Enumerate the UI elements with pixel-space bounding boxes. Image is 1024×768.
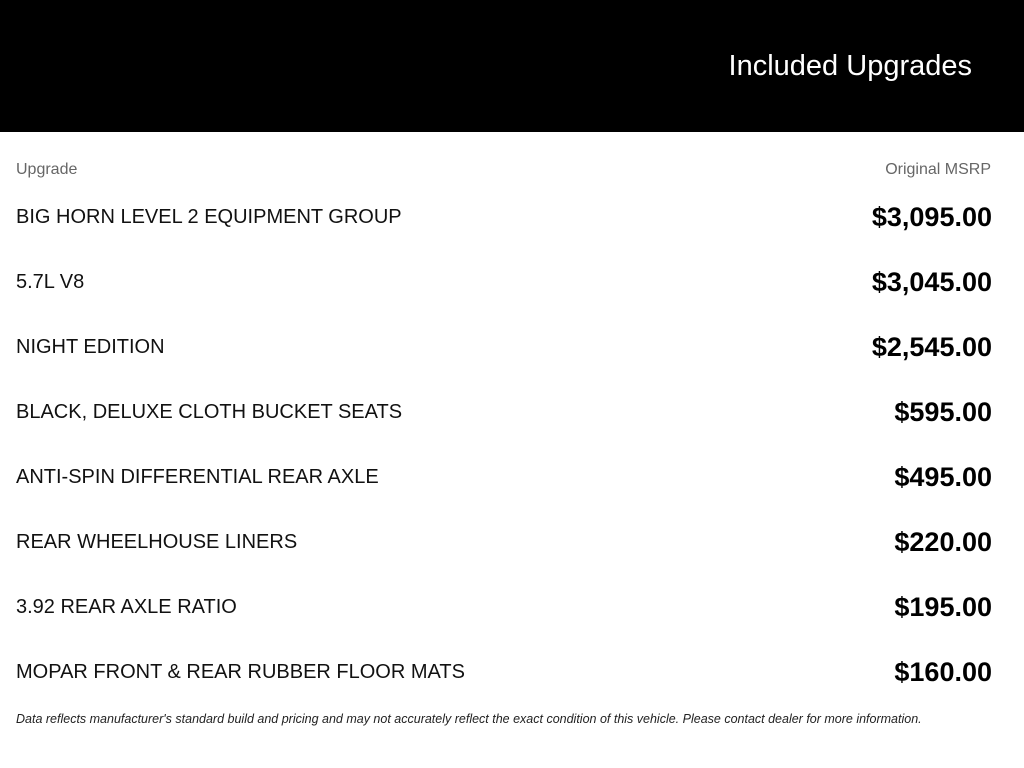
upgrade-name: 5.7L V8 — [16, 271, 85, 293]
upgrade-name: REAR WHEELHOUSE LINERS — [16, 531, 298, 553]
upgrade-price: $3,095.00 — [871, 202, 992, 232]
column-headers — [16, 155, 991, 185]
upgrade-name: ANTI-SPIN DIFFERENTIAL REAR AXLE — [16, 466, 379, 488]
upgrade-price: $595.00 — [894, 397, 992, 427]
upgrade-row — [16, 445, 992, 510]
upgrade-row — [16, 185, 992, 250]
upgrade-name: 3.92 REAR AXLE RATIO — [16, 596, 237, 618]
upgrade-list — [16, 185, 992, 705]
upgrade-name: BIG HORN LEVEL 2 EQUIPMENT GROUP — [16, 206, 402, 228]
upgrade-row — [16, 640, 992, 705]
upgrade-row — [16, 510, 992, 575]
upgrade-price: $2,545.00 — [871, 332, 992, 362]
upgrade-row — [16, 380, 992, 445]
upgrade-row — [16, 575, 992, 640]
page-title: Included Upgrades — [728, 50, 972, 82]
msrp-column-header: Original MSRP — [885, 161, 991, 178]
upgrade-name: NIGHT EDITION — [16, 336, 165, 358]
disclaimer-text: Data reflects manufacturer's standard build and pricing and may not accurately reflect the exact condition of this vehicle. Please contact dealer for more information. — [16, 712, 922, 726]
upgrade-column-header: Upgrade — [16, 161, 78, 178]
upgrade-name: BLACK, DELUXE CLOTH BUCKET SEATS — [16, 401, 403, 423]
upgrade-price: $220.00 — [894, 527, 992, 557]
upgrade-price: $195.00 — [894, 592, 992, 622]
upgrade-row — [16, 315, 992, 380]
upgrade-price: $160.00 — [894, 657, 992, 687]
upgrade-price: $3,045.00 — [871, 267, 992, 297]
header-banner — [0, 0, 1024, 132]
upgrade-price: $495.00 — [894, 462, 992, 492]
upgrade-name: MOPAR FRONT & REAR RUBBER FLOOR MATS — [16, 661, 465, 683]
upgrade-row — [16, 250, 992, 315]
